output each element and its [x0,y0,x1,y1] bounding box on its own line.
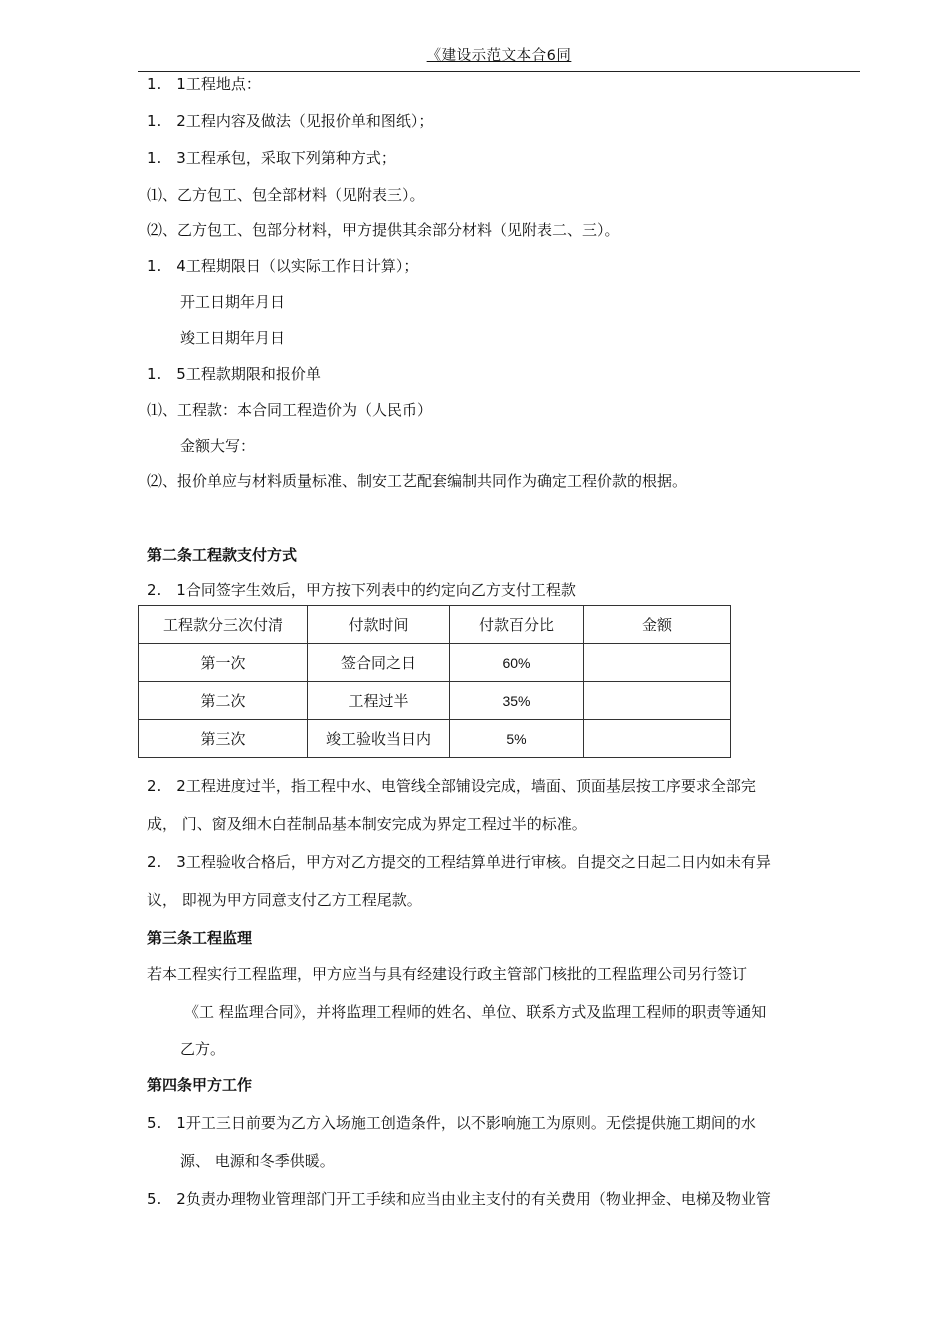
clause-1-5-item-2: ⑵、报价单应与材料质量标准、制安工艺配套编制共同作为确定工程价款的根据。 [147,472,688,490]
clause-2-3-line-2: 议， 即视为甲方同意支付乙方工程尾款。 [147,891,422,909]
payment-table [138,605,731,758]
clause-1-5: 1. 5工程款期限和报价单 [147,365,321,383]
table-cell: 第三次 [139,720,308,758]
table-cell: 第二次 [139,682,308,720]
clause-1-5-item-1: ⑴、工程款：本合同工程造价为（人民币） [147,401,433,419]
clause-1-4: 1. 4工程期限日（以实际工作日计算）； [147,257,419,275]
clause-1-3-option-1: ⑴、乙方包工、包全部材料（见附表三）。 [147,186,425,204]
table-header-cell: 工程款分三次付清 [139,606,308,644]
article-3-line-2: 《工 程监理合同》，并将监理工程师的姓名、单位、联系方式及监理工程师的职责等通知 [184,1003,767,1021]
clause-2-1: 2. 1合同签字生效后，甲方按下列表中的约定向乙方支付工程款 [147,581,576,599]
clause-5-1-line-2: 源、 电源和冬季供暖。 [180,1152,335,1170]
table-header-cell: 付款百分比 [450,606,584,644]
table-cell: 工程过半 [308,682,450,720]
clause-1-3-option-2: ⑵、乙方包工、包部分材料，甲方提供其余部分材料（见附表二、三）。 [147,221,620,239]
clause-2-2-line-2: 成， 门、窗及细木白茬制品基本制安完成为界定工程过半的标准。 [147,815,587,833]
page-header [138,44,860,72]
article-3-line-1: 若本工程实行工程监理，甲方应当与具有经建设行政主管部门核批的工程监理公司另行签订 [147,965,748,983]
table-cell: 签合同之日 [308,644,450,682]
header-title: 《建设示范文本合6同 [426,48,572,64]
amount-in-words: 金额大写： [180,437,256,455]
article-3-heading: 第三条工程监理 [147,929,253,947]
table-row [139,682,731,720]
clause-2-2-line-1: 2. 2工程进度过半，指工程中水、电管线全部铺设完成，墙面、顶面基层按工序要求全部完 [147,777,756,795]
clause-5-2-line-1: 5. 2负责办理物业管理部门开工手续和应当由业主支付的有关费用（物业押金、电梯及物业管 [147,1190,771,1208]
table-row [139,720,731,758]
table-cell [584,720,731,758]
table-cell [584,682,731,720]
clause-1-1: 1. 1工程地点： [147,75,261,93]
article-2-heading: 第二条工程款支付方式 [147,546,298,564]
table-cell: 竣工验收当日内 [308,720,450,758]
article-4-heading: 第四条甲方工作 [147,1076,253,1094]
clause-5-1-line-1: 5. 1开工三日前要为乙方入场施工创造条件，以不影响施工为原则。无偿提供施工期间的水 [147,1114,756,1132]
table-cell: 5% [450,720,584,758]
table-header-row [139,606,731,644]
clause-2-3-line-1: 2. 3工程验收合格后，甲方对乙方提交的工程结算单进行审核。自提交之日起二日内如未有异 [147,853,771,871]
table-header-cell: 金额 [584,606,731,644]
end-date: 竣工日期年月日 [180,329,286,347]
table-cell [584,644,731,682]
start-date: 开工日期年月日 [180,293,286,311]
clause-1-2: 1. 2工程内容及做法（见报价单和图纸）； [147,112,434,130]
table-cell: 第一次 [139,644,308,682]
clause-1-3: 1. 3工程承包，采取下列第种方式； [147,149,396,167]
table-header-cell: 付款时间 [308,606,450,644]
table-cell: 35% [450,682,584,720]
table-cell: 60% [450,644,584,682]
table-row [139,644,731,682]
article-3-line-3: 乙方。 [180,1040,226,1058]
